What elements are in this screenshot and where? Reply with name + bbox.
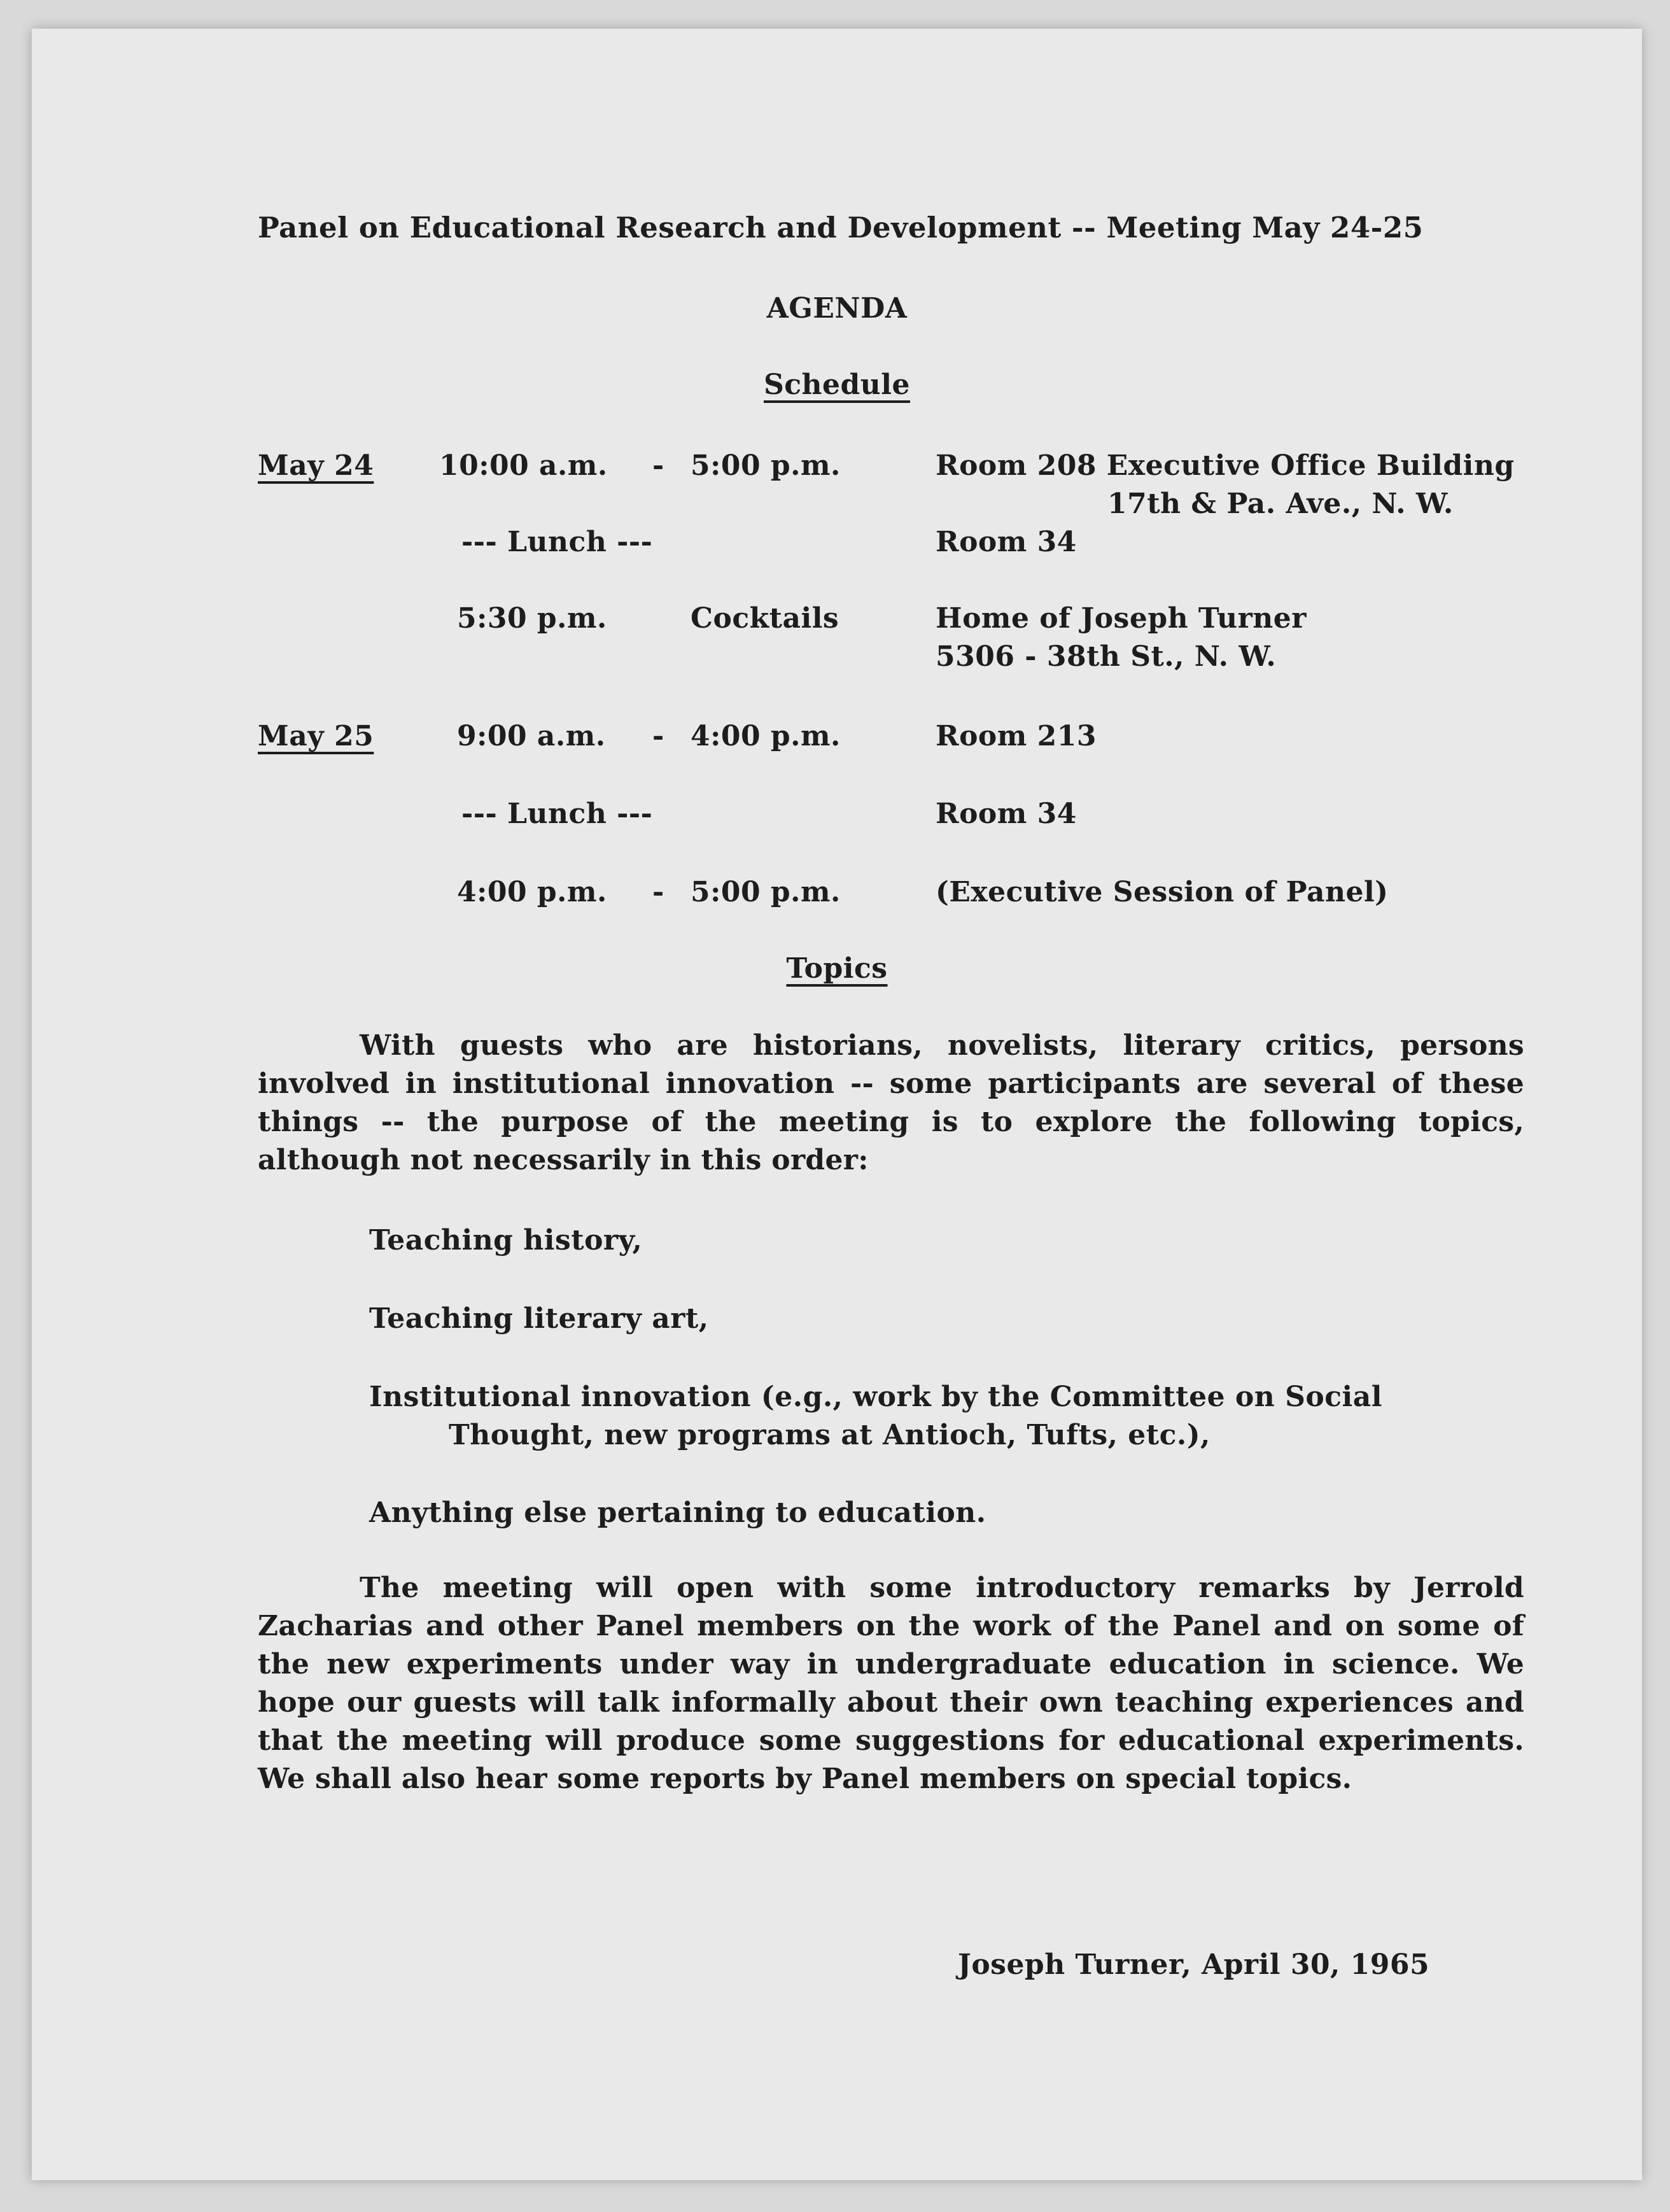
day2-exec-label: (Executive Session of Panel) bbox=[936, 876, 1389, 908]
topics-heading bbox=[32, 952, 1642, 985]
day2-session-dash: - bbox=[652, 720, 664, 752]
topic-item-1: Teaching history, bbox=[369, 1224, 643, 1257]
topic-item-2: Teaching literary art, bbox=[369, 1302, 709, 1335]
schedule-heading-text: Schedule bbox=[763, 369, 910, 401]
day2-session-location: Room 213 bbox=[936, 720, 1097, 752]
schedule-heading bbox=[32, 371, 1642, 399]
day1-cocktails-location-line1: Home of Joseph Turner bbox=[936, 602, 1307, 635]
topic-item-4: Anything else pertaining to education. bbox=[369, 1497, 986, 1529]
topics-heading-text: Topics bbox=[786, 952, 888, 985]
day2-session-start: 9:00 a.m. bbox=[457, 720, 606, 752]
closing-paragraph-text: The meeting will open with some introductory remarks by Jerrold Zacharias and other Panel members on the work of the Panel and on some of the new experiments under way in undergraduate education in science. We hope our guests will talk informally about their own teaching experiences and that the meeting will produce some suggestions for educational experiments. We shall also hear some reports by Panel members on special topics. bbox=[258, 1572, 1524, 1795]
date-may-25: May 25 bbox=[258, 720, 374, 752]
day1-cocktails-label: Cocktails bbox=[691, 602, 839, 635]
day1-cocktails-location-line2: 5306 - 38th St., N. W. bbox=[936, 640, 1277, 673]
day1-session-dash: - bbox=[652, 449, 664, 482]
day2-lunch-label: --- Lunch --- bbox=[461, 798, 653, 830]
day2-exec-start: 4:00 p.m. bbox=[457, 876, 607, 908]
day1-session-start: 10:00 a.m. bbox=[439, 449, 608, 482]
day1-lunch-label: --- Lunch --- bbox=[461, 526, 653, 558]
day1-session-end: 5:00 p.m. bbox=[691, 449, 841, 482]
closing-paragraph bbox=[258, 1569, 1524, 1798]
document-header: Panel on Educational Research and Development -- Meeting May 24-25 bbox=[258, 211, 1424, 244]
day1-cocktails-time: 5:30 p.m. bbox=[457, 602, 607, 635]
day1-session-location-line2: 17th & Pa. Ave., N. W. bbox=[1107, 488, 1454, 520]
signature: Joseph Turner, April 30, 1965 bbox=[958, 1948, 1430, 1981]
document-page bbox=[32, 29, 1642, 2180]
intro-paragraph bbox=[258, 1027, 1524, 1180]
topic-item-3-line2: Thought, new programs at Antioch, Tufts, etc.), bbox=[449, 1419, 1210, 1451]
agenda-title: AGENDA bbox=[766, 292, 908, 325]
day1-lunch-location: Room 34 bbox=[936, 526, 1077, 558]
day2-lunch-location: Room 34 bbox=[936, 798, 1077, 830]
day2-exec-dash: - bbox=[652, 876, 664, 908]
topic-item-3-line1: Institutional innovation (e.g., work by the Committee on Social bbox=[369, 1381, 1382, 1413]
day2-session-end: 4:00 p.m. bbox=[691, 720, 841, 752]
intro-paragraph-text: With guests who are historians, novelists, literary critics, persons involved in institutional innovation -- some participants are several of these things -- the purpose of the meeting is to explore the following topics, although not necessarily in this order: bbox=[258, 1029, 1524, 1176]
date-may-24: May 24 bbox=[258, 449, 374, 482]
day2-exec-end: 5:00 p.m. bbox=[691, 876, 841, 908]
day1-session-location-line1: Room 208 Executive Office Building bbox=[936, 449, 1515, 482]
